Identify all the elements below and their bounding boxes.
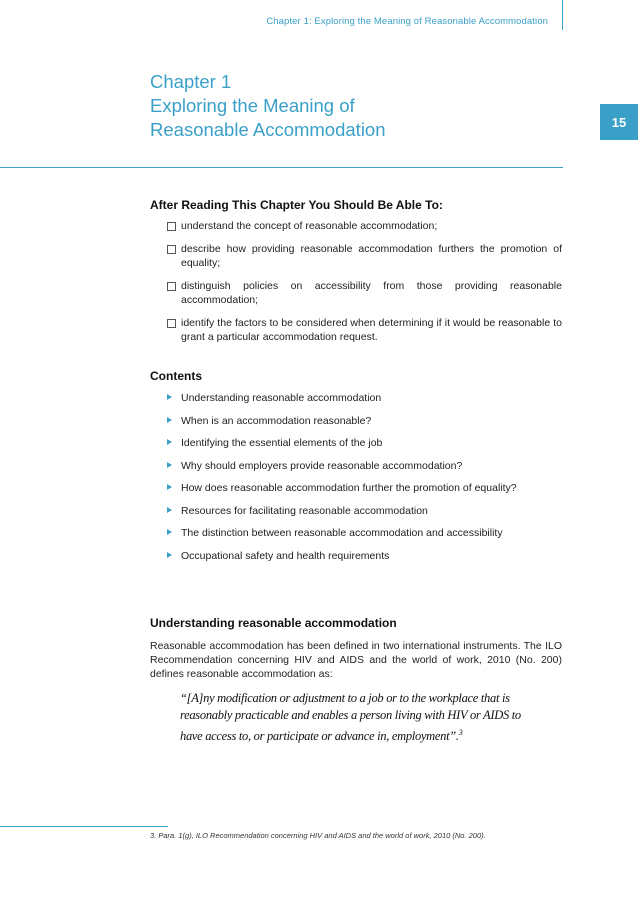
chapter-title-line1: Exploring the Meaning of <box>150 95 355 116</box>
running-header: Chapter 1: Exploring the Meaning of Reasonable Accommodation <box>266 16 548 27</box>
toc-item[interactable]: Understanding reasonable accommodation <box>167 391 562 414</box>
checkbox-square-icon <box>167 319 176 328</box>
triangle-bullet-icon <box>167 552 172 558</box>
objectives-list <box>167 219 562 353</box>
toc-item[interactable]: When is an accommodation reasonable? <box>167 414 562 437</box>
contents-list <box>167 391 562 571</box>
list-item: identify the factors to be considered when determining if it would be reasonable to grant a particular accommodation request. <box>167 316 562 344</box>
quote-text: “[A]ny modification or adjustment to a job or to the workplace that is reasonably practicable and enables a person living with HIV or AIDS to have access to, or participate or advance in, employment”. <box>180 691 521 744</box>
checkbox-square-icon <box>167 245 176 254</box>
header-divider <box>562 0 563 30</box>
chapter-label: Chapter 1 <box>150 71 232 92</box>
body-paragraph: Reasonable accommodation has been defined in two international instruments. The ILO Recommendation concerning HIV and AIDS and the world of work, 2010 (No. 200) defines reasonable accommodation as: <box>150 640 562 680</box>
toc-item[interactable]: Why should employers provide reasonable accommodation? <box>167 459 562 482</box>
footnote-divider <box>0 826 168 827</box>
block-quote <box>180 690 525 745</box>
triangle-bullet-icon <box>167 439 172 445</box>
checkbox-square-icon <box>167 222 176 231</box>
triangle-bullet-icon <box>167 462 172 468</box>
checkbox-square-icon <box>167 282 176 291</box>
section-heading: Understanding reasonable accommodation <box>150 616 397 630</box>
list-item: understand the concept of reasonable accommodation; <box>167 219 562 233</box>
list-item: distinguish policies on accessibility from those providing reasonable accommodation; <box>167 279 562 307</box>
toc-item[interactable]: The distinction between reasonable accommodation and accessibility <box>167 526 562 549</box>
triangle-bullet-icon <box>167 507 172 513</box>
contents-heading: Contents <box>150 369 202 383</box>
triangle-bullet-icon <box>167 394 172 400</box>
page-number-tab: 15 <box>600 104 638 140</box>
toc-item[interactable]: Identifying the essential elements of the job <box>167 436 562 459</box>
triangle-bullet-icon <box>167 417 172 423</box>
objectives-heading: After Reading This Chapter You Should Be Able To: <box>150 198 443 212</box>
toc-item[interactable]: Resources for facilitating reasonable accommodation <box>167 504 562 527</box>
triangle-bullet-icon <box>167 529 172 535</box>
toc-item[interactable]: Occupational safety and health requirements <box>167 549 562 572</box>
footnote-ref[interactable]: 3 <box>458 728 463 737</box>
footnote: 3. Para. 1(g), ILO Recommendation concerning HIV and AIDS and the world of work, 2010 (No. 200). <box>150 831 486 840</box>
list-item: describe how providing reasonable accommodation furthers the promotion of equality; <box>167 242 562 270</box>
chapter-title-line2: Reasonable Accommodation <box>150 119 386 140</box>
triangle-bullet-icon <box>167 484 172 490</box>
title-divider <box>0 167 563 168</box>
chapter-title-block <box>150 70 386 142</box>
toc-item[interactable]: How does reasonable accommodation further the promotion of equality? <box>167 481 562 504</box>
